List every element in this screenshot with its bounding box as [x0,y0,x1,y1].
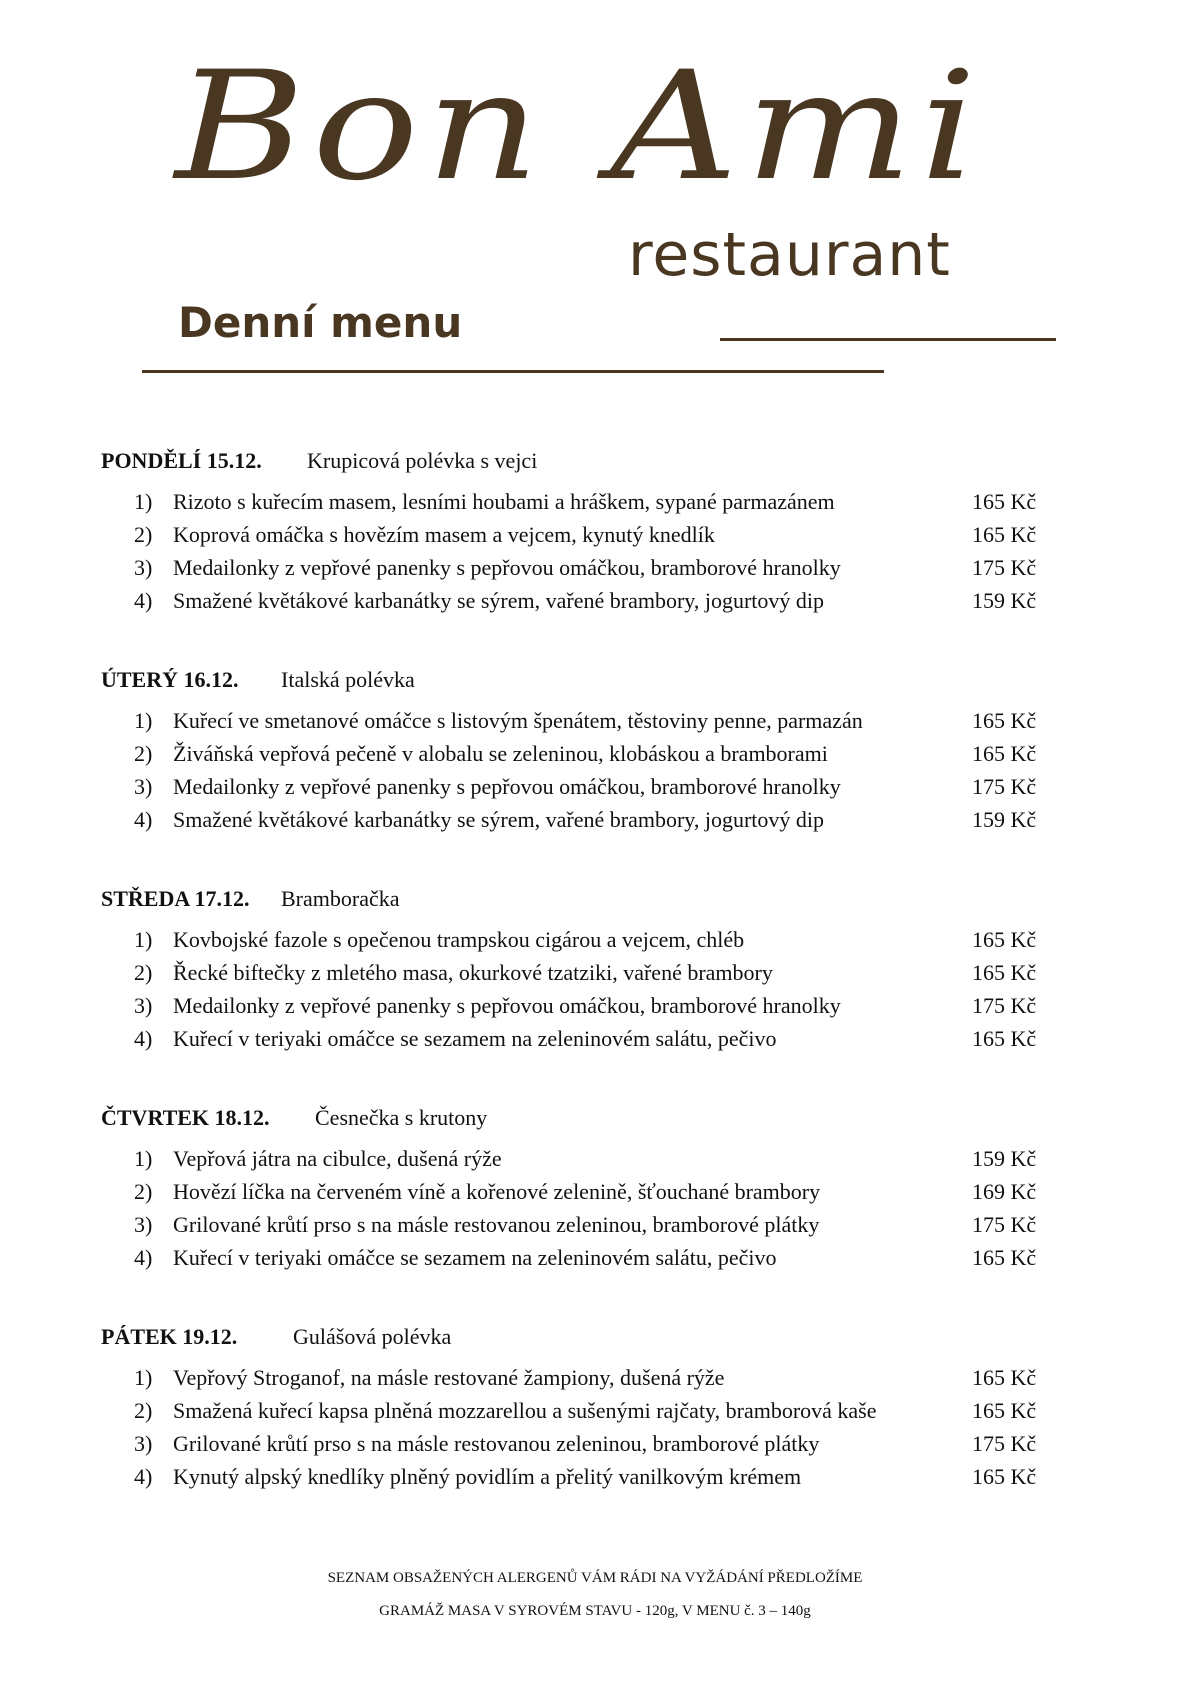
item-number: 2) [134,1398,153,1423]
item-number: 3) [134,1431,153,1456]
restaurant-logo: Bon Ami [175,40,984,214]
item-price: 165 Kč [972,960,1037,985]
item-price: 175 Kč [972,993,1037,1018]
item-dish: Koprová omáčka s hovězím masem a vejcem, kynutý knedlík [173,522,715,547]
item-number: 4) [134,1026,153,1051]
item-price: 175 Kč [972,1212,1037,1237]
item-price: 165 Kč [972,1245,1037,1270]
item-number: 4) [134,1464,153,1489]
item-number: 2) [134,960,153,985]
item-dish: Grilované krůtí prso s na másle restovanou zeleninou, bramborové plátky [173,1431,820,1456]
item-dish: Medailonky z vepřové panenky s pepřovou omáčkou, bramborové hranolky [173,774,841,799]
item-dish: Kuřecí v teriyaki omáčce se sezamem na zeleninovém salátu, pečivo [173,1245,777,1270]
item-price: 159 Kč [972,1146,1037,1171]
item-price: 165 Kč [972,1398,1037,1423]
item-number: 1) [134,1365,153,1390]
allergen-note: SEZNAM OBSAŽENÝCH ALERGENŮ VÁM RÁDI NA VYŽÁDÁNÍ PŘEDLOŽÍME [327,1570,863,1586]
item-dish: Vepřová játra na cibulce, dušená rýže [173,1146,502,1171]
item-dish: Medailonky z vepřové panenky s pepřovou omáčkou, bramborové hranolky [173,555,841,580]
item-number: 2) [134,1179,153,1204]
day-soup: Krupicová polévka s vejci [307,448,538,473]
meat-weight-note: GRAMÁŽ MASA V SYROVÉM STAVU - 120g, V MENU č. 3 – 140g [379,1603,811,1619]
day-name: STŘEDA 17.12. [101,886,250,911]
day-header [101,1105,487,1131]
day-soup: Italská polévka [281,667,415,692]
item-price: 165 Kč [972,522,1037,547]
day-name: PONDĚLÍ 15.12. [101,448,262,473]
item-price: 175 Kč [972,774,1037,799]
day-header [101,667,415,693]
item-price: 165 Kč [972,1365,1037,1390]
item-price: 159 Kč [972,588,1037,613]
item-dish: Kuřecí ve smetanové omáčce s listovým špenátem, těstoviny penne, parmazán [173,708,863,733]
item-number: 3) [134,774,153,799]
item-dish: Živáňská vepřová pečeně v alobalu se zeleninou, klobáskou a bramborami [173,741,828,766]
page-title: Denní menu [178,298,463,347]
item-dish: Smažené květákové karbanátky se sýrem, vařené brambory, jogurtový dip [173,588,825,613]
item-dish: Kuřecí v teriyaki omáčce se sezamem na zeleninovém salátu, pečivo [173,1026,777,1051]
item-price: 175 Kč [972,555,1037,580]
item-dish: Kovbojské fazole s opečenou trampskou cigárou a vejcem, chléb [173,927,745,952]
item-price: 169 Kč [972,1179,1037,1204]
day-header [101,886,400,912]
item-price: 165 Kč [972,708,1037,733]
item-number: 1) [134,1146,153,1171]
day-name: ČTVRTEK 18.12. [101,1105,270,1130]
item-dish: Medailonky z vepřové panenky s pepřovou omáčkou, bramborové hranolky [173,993,841,1018]
item-price: 165 Kč [972,927,1037,952]
item-dish: Smažené květákové karbanátky se sýrem, vařené brambory, jogurtový dip [173,807,825,832]
item-dish: Smažená kuřecí kapsa plněná mozzarellou a sušenými rajčaty, bramborová kaše [173,1398,877,1423]
day-name: ÚTERÝ 16.12. [101,667,239,692]
item-number: 3) [134,1212,153,1237]
day-header [101,448,537,474]
item-number: 4) [134,588,153,613]
item-dish: Řecké biftečky z mletého masa, okurkové tzatziki, vařené brambory [173,960,773,985]
day-header [101,1324,451,1350]
item-number: 2) [134,741,153,766]
item-number: 3) [134,993,153,1018]
item-dish: Hovězí líčka na červeném víně a kořenové zelenině, šťouchané brambory [173,1179,821,1204]
item-number: 2) [134,522,153,547]
item-number: 1) [134,708,153,733]
item-number: 3) [134,555,153,580]
day-soup: Bramboračka [281,886,400,911]
item-price: 175 Kč [972,1431,1037,1456]
day-name: PÁTEK 19.12. [101,1324,238,1349]
item-number: 1) [134,489,153,514]
item-dish: Kynutý alpský knedlíky plněný povidlím a přelitý vanilkovým krémem [173,1464,802,1489]
day-soup: Česnečka s krutony [315,1105,488,1130]
item-number: 4) [134,1245,153,1270]
title-divider-left [142,370,884,373]
item-number: 1) [134,927,153,952]
item-dish: Vepřový Stroganof, na másle restované žampiony, dušená rýže [173,1365,725,1390]
item-price: 165 Kč [972,1464,1037,1489]
day-soup: Gulášová polévka [293,1324,452,1349]
item-price: 165 Kč [972,1026,1037,1051]
item-price: 165 Kč [972,741,1037,766]
item-price: 165 Kč [972,489,1037,514]
title-divider-right [720,338,1056,341]
restaurant-logo-subtitle: restaurant [628,220,951,290]
item-dish: Grilované krůtí prso s na másle restovanou zeleninou, bramborové plátky [173,1212,820,1237]
item-number: 4) [134,807,153,832]
item-price: 159 Kč [972,807,1037,832]
item-dish: Rizoto s kuřecím masem, lesními houbami a hráškem, sypané parmazánem [173,489,835,514]
